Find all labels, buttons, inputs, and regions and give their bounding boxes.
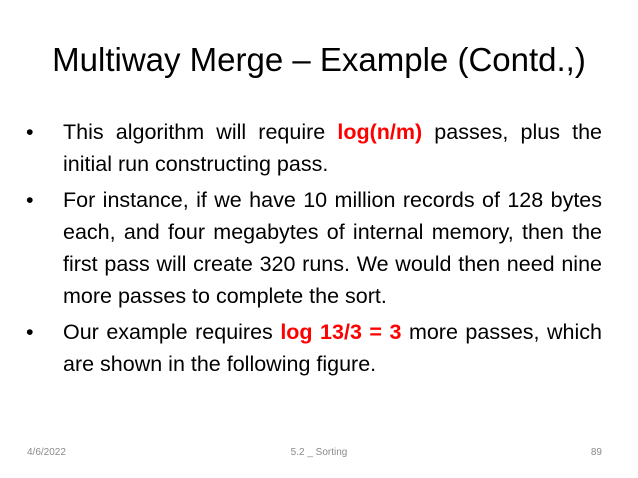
bullet-text: more passes, which are shown in the following figure.	[63, 320, 603, 376]
bullet-text: Our example requires	[63, 320, 281, 344]
bullet-text: passes, plus the initial run constructing pass.	[63, 120, 602, 176]
highlight-text: log 13/3 = 3	[280, 320, 402, 344]
bullet-icon: •	[26, 320, 34, 344]
highlight-text: log(n/m)	[337, 120, 423, 144]
slide-title: Multiway Merge – Example (Contd.,)	[52, 41, 586, 78]
footer-date: 4/6/2022	[27, 447, 66, 458]
bullet-text: For instance, if we have 10 million records of 128 bytes each, and four megabytes of internal memory, then the first pass will create 320 runs. We would then need nine more passes to complete the sort.	[63, 188, 602, 308]
footer-page-number: 89	[590, 447, 602, 458]
bullet-list	[26, 116, 602, 384]
bullet-item	[26, 116, 602, 180]
bullet-item	[26, 316, 602, 380]
bullet-item	[26, 184, 602, 312]
bullet-icon: •	[26, 120, 34, 144]
bullet-icon: •	[26, 188, 34, 212]
footer-section: 5.2 _ Sorting	[290, 447, 348, 458]
bullet-text: This algorithm will require	[63, 120, 338, 144]
